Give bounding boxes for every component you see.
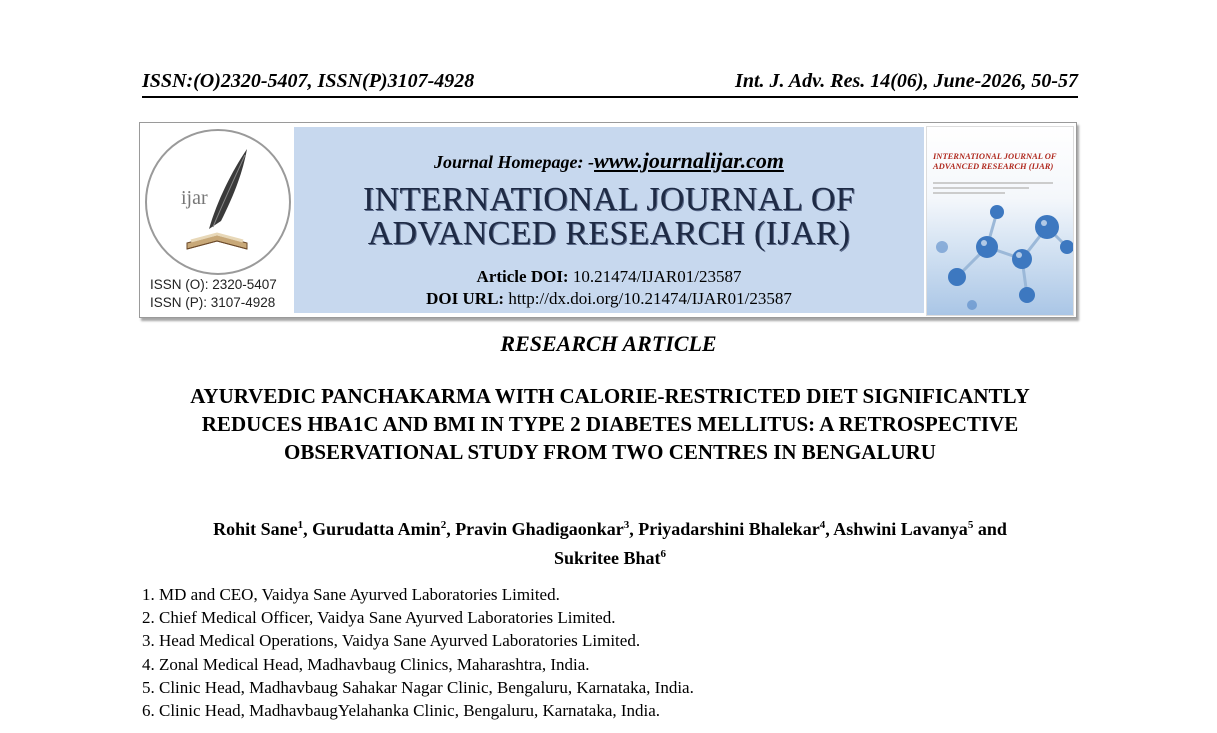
author-separator: , <box>303 519 313 539</box>
banner-center-panel <box>294 127 924 313</box>
author-separator: , <box>825 519 834 539</box>
logo-circle <box>145 129 291 275</box>
author-name: Pravin Ghadigaonkar <box>455 519 624 539</box>
journal-title-line2: ADVANCED RESEARCH (IJAR) <box>367 215 851 252</box>
journal-homepage <box>294 148 924 174</box>
paper-title: AYURVEDIC PANCHAKARMA WITH CALORIE-RESTRICTED DIET SIGNIFICANTLY REDUCES HBA1C AND BMI IN TYPE 2 DIABETES MELLITUS: A RETROSPECTIVE OBSERVATIONAL STUDY FROM TWO CENTRES IN BENGALURU <box>190 384 1030 464</box>
author-name: Ashwini Lavanya <box>833 519 968 539</box>
citation-header: Int. J. Adv. Res. 14(06), June-2026, 50-57 <box>735 70 1078 92</box>
author-affiliation-mark: 3 <box>623 519 630 531</box>
author-separator: , <box>629 519 639 539</box>
author-affiliation-mark: 2 <box>440 519 447 531</box>
affiliation-item: 4. Zonal Medical Head, Madhavbaug Clinics, Maharashtra, India. <box>142 654 590 674</box>
logo-issn-online: ISSN (O): 2320-5407 <box>150 277 277 292</box>
author-separator: , <box>446 519 456 539</box>
author-and: and <box>973 519 1007 539</box>
author-affiliation-mark: 1 <box>297 519 304 531</box>
homepage-link[interactable]: www.journalijar.com <box>594 148 784 173</box>
author-name: Rohit Sane <box>213 519 298 539</box>
article-type: RESEARCH ARTICLE <box>500 331 717 356</box>
doi-label: Article DOI: <box>476 267 569 286</box>
affiliation-item: 5. Clinic Head, Madhavbaug Sahakar Nagar Clinic, Bengaluru, Karnataka, India. <box>142 677 694 697</box>
logo-issn-print: ISSN (P): 3107-4928 <box>150 295 276 310</box>
running-header <box>142 70 1078 98</box>
journal-logo <box>142 127 294 313</box>
journal-title-line1: INTERNATIONAL JOURNAL OF <box>363 181 855 218</box>
journal-title <box>294 183 924 251</box>
author-name: Priyadarshini Bhalekar <box>638 519 820 539</box>
homepage-label: Journal Homepage: - <box>434 152 595 172</box>
doi-url <box>294 289 924 309</box>
molecule-icon <box>927 127 1073 315</box>
affiliation-list <box>142 583 694 722</box>
author-affiliation-mark: 4 <box>819 519 826 531</box>
article-doi <box>294 267 924 287</box>
quill-book-icon <box>147 131 289 273</box>
affiliation-item: 2. Chief Medical Officer, Vaidya Sane Ayurved Laboratories Limited. <box>142 608 616 628</box>
affiliation-item: 1. MD and CEO, Vaidya Sane Ayurved Laboratories Limited. <box>142 585 560 604</box>
journal-banner <box>139 122 1077 318</box>
doi-url-label: DOI URL: <box>426 289 505 308</box>
issn-header: ISSN:(O)2320-5407, ISSN(P)3107-4928 <box>142 70 475 92</box>
author-affiliation-mark: 6 <box>660 548 666 560</box>
author-name: Gurudatta Amin <box>312 519 441 539</box>
doi-value: 10.21474/IJAR01/23587 <box>572 267 742 286</box>
author-list <box>140 513 1080 571</box>
affiliation-item: 3. Head Medical Operations, Vaidya Sane Ayurved Laboratories Limited. <box>142 631 641 651</box>
affiliation-item: 6. Clinic Head, MadhavbaugYelahanka Clinic, Bengaluru, Karnataka, India. <box>142 701 661 721</box>
author-name: Sukritee Bhat <box>553 548 661 568</box>
doi-url-link[interactable]: http://dx.doi.org/10.21474/IJAR01/23587 <box>508 289 792 308</box>
author-affiliation-mark: 5 <box>967 519 974 531</box>
journal-cover-image <box>926 126 1074 316</box>
logo-wordmark: ijar <box>181 187 208 209</box>
cover-title: INTERNATIONAL JOURNAL OF ADVANCED RESEARCH (IJAR) <box>933 151 1057 171</box>
